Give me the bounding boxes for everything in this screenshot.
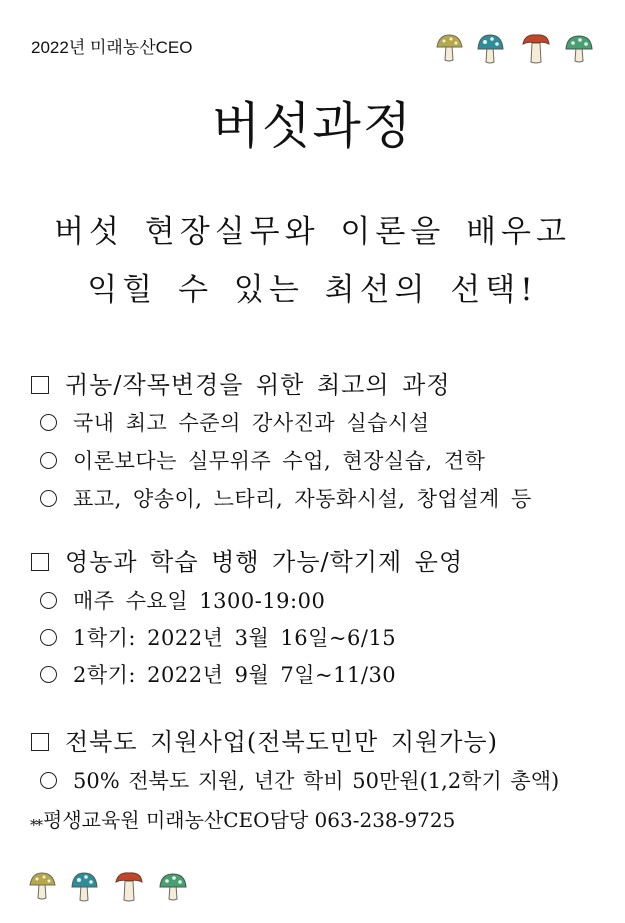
list-item bbox=[40, 765, 559, 795]
contact-info bbox=[30, 804, 455, 834]
circle-bullet-icon bbox=[40, 452, 57, 469]
list-item bbox=[40, 585, 325, 615]
olive-mushroom-icon bbox=[29, 871, 56, 901]
checkbox-square-icon bbox=[31, 553, 49, 571]
circle-bullet-icon bbox=[40, 490, 57, 507]
list-item-text: 1학기: 2022년 3월 16일~6/15 bbox=[73, 626, 397, 650]
section-heading-text: 영농과 학습 병행 가능/학기제 운영 bbox=[65, 548, 464, 576]
teal-mushroom-icon bbox=[477, 33, 504, 65]
section-heading-text: 전북도 지원사업(전북도민만 지원가능) bbox=[65, 728, 498, 756]
tagline-line-1: 버섯 현장실무와 이론을 배우고 bbox=[54, 214, 571, 250]
list-item-text: 국내 최고 수준의 강사진과 실습시설 bbox=[73, 411, 430, 435]
list-item-text: 2학기: 2022년 9월 7일~11/30 bbox=[73, 663, 397, 687]
section-heading bbox=[31, 542, 463, 577]
section-heading bbox=[31, 365, 451, 400]
tagline-line-2: 익힐 수 있는 최선의 선택! bbox=[87, 272, 538, 308]
section-heading-text: 귀농/작목변경을 위한 최고의 과정 bbox=[65, 371, 451, 399]
checkbox-square-icon bbox=[31, 376, 49, 394]
list-item bbox=[40, 659, 396, 689]
list-item-text: 이론보다는 실무위주 수업, 현장실습, 견학 bbox=[73, 449, 486, 473]
olive-mushroom-icon bbox=[436, 33, 463, 63]
list-item-text: 매주 수요일 1300-19:00 bbox=[73, 589, 326, 613]
course-header-label: 2022년 미래농산CEO bbox=[31, 38, 193, 57]
list-item-text: 50% 전북도 지원, 년간 학비 50만원(1,2학기 총액) bbox=[73, 769, 560, 793]
circle-bullet-icon bbox=[40, 592, 57, 609]
section-heading bbox=[31, 722, 498, 757]
circle-bullet-icon bbox=[40, 666, 57, 683]
red-mushroom-icon bbox=[114, 871, 144, 903]
circle-bullet-icon bbox=[40, 629, 57, 646]
list-item bbox=[40, 622, 396, 652]
red-mushroom-icon bbox=[521, 33, 551, 65]
circle-bullet-icon bbox=[40, 414, 57, 431]
teal-mushroom-icon bbox=[71, 871, 98, 903]
list-item bbox=[40, 445, 485, 475]
contact-text: 평생교육원 미래농산CEO담당 063-238-9725 bbox=[43, 808, 456, 832]
circle-bullet-icon bbox=[40, 772, 57, 789]
list-item bbox=[40, 407, 430, 437]
green-mushroom-icon bbox=[158, 872, 188, 902]
page-title: 버섯과정 bbox=[211, 97, 414, 155]
asterisk-marker: ** bbox=[30, 816, 41, 834]
checkbox-square-icon bbox=[31, 733, 49, 751]
green-mushroom-icon bbox=[564, 34, 594, 64]
list-item-text: 표고, 양송이, 느타리, 자동화시설, 창업설계 등 bbox=[73, 487, 532, 511]
list-item bbox=[40, 483, 532, 513]
